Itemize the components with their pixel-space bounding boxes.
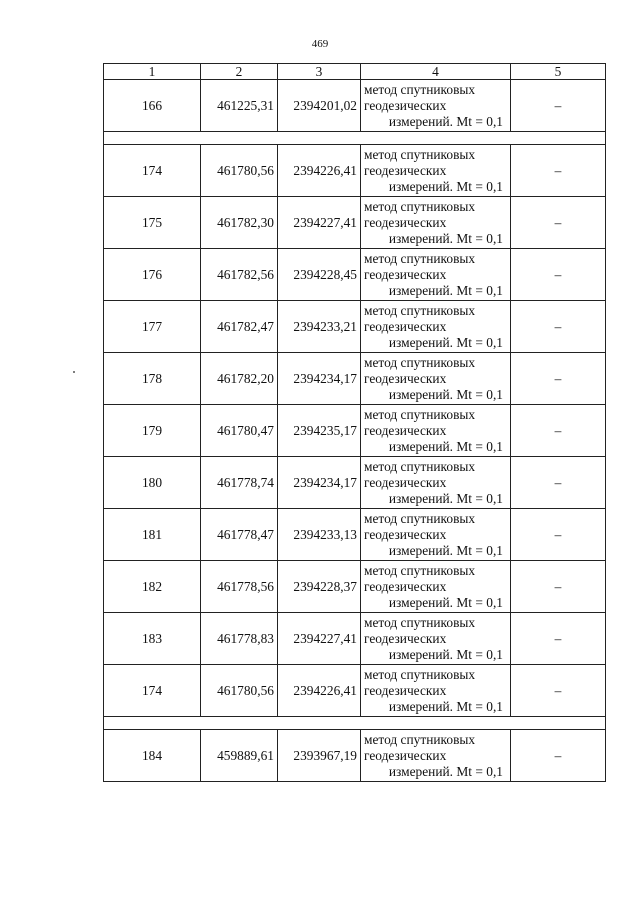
x-coordinate-cell: 461778,83 [201, 613, 278, 665]
x-coordinate-cell: 461782,20 [201, 353, 278, 405]
point-number-cell: 174 [104, 145, 201, 197]
method-text-line: измерений. Mt = 0,1 [388, 698, 503, 714]
y-coordinate-cell: 2394233,13 [278, 509, 361, 561]
section-separator-row [104, 717, 606, 730]
method-text-line: геодезических [364, 578, 447, 594]
method-text-line: метод спутниковых [364, 510, 476, 526]
method-text-line: геодезических [364, 214, 447, 230]
method-text-line: измерений. Mt = 0,1 [388, 646, 503, 662]
x-coordinate-cell: 461780,47 [201, 405, 278, 457]
y-coordinate-cell: 2394234,17 [278, 353, 361, 405]
y-coordinate-cell: 2393967,19 [278, 730, 361, 782]
x-coordinate-cell: 461780,56 [201, 665, 278, 717]
section-separator-cell [104, 132, 606, 145]
point-number-cell: 174 [104, 665, 201, 717]
method-text-line: измерений. Mt = 0,1 [388, 490, 503, 506]
y-coordinate-cell: 2394235,17 [278, 405, 361, 457]
y-coordinate-cell: 2394228,37 [278, 561, 361, 613]
point-number-cell: 177 [104, 301, 201, 353]
y-coordinate-cell: 2394234,17 [278, 457, 361, 509]
note-cell: – [511, 353, 606, 405]
point-number-cell: 182 [104, 561, 201, 613]
table-row [104, 353, 606, 405]
method-cell [361, 145, 511, 197]
method-cell [361, 405, 511, 457]
method-text-line: метод спутниковых [364, 354, 476, 370]
table-row [104, 145, 606, 197]
table-row [104, 457, 606, 509]
method-cell [361, 353, 511, 405]
method-text-line: геодезических [364, 370, 447, 386]
point-number-cell: 183 [104, 613, 201, 665]
y-coordinate-cell: 2394201,02 [278, 80, 361, 132]
header-cell-2: 2 [201, 64, 278, 80]
method-text-line: измерений. Mt = 0,1 [388, 334, 503, 350]
scan-speck [73, 371, 75, 373]
method-text-line: измерений. Mt = 0,1 [388, 438, 503, 454]
note-cell: – [511, 509, 606, 561]
x-coordinate-cell: 459889,61 [201, 730, 278, 782]
method-text-line: геодезических [364, 747, 447, 763]
note-cell: – [511, 730, 606, 782]
header-cell-3: 3 [278, 64, 361, 80]
point-number-cell: 176 [104, 249, 201, 301]
table-row [104, 665, 606, 717]
method-text-line: измерений. Mt = 0,1 [388, 763, 503, 779]
method-text-line: измерений. Mt = 0,1 [388, 542, 503, 558]
method-cell [361, 665, 511, 717]
note-cell: – [511, 613, 606, 665]
method-text-line: метод спутниковых [364, 406, 476, 422]
x-coordinate-cell: 461780,56 [201, 145, 278, 197]
section-separator-cell [104, 717, 606, 730]
table-row [104, 613, 606, 665]
x-coordinate-cell: 461782,30 [201, 197, 278, 249]
table-row [104, 561, 606, 613]
y-coordinate-cell: 2394227,41 [278, 197, 361, 249]
point-number-cell: 175 [104, 197, 201, 249]
method-cell [361, 301, 511, 353]
note-cell: – [511, 145, 606, 197]
table-row [104, 301, 606, 353]
x-coordinate-cell: 461778,56 [201, 561, 278, 613]
table-row [104, 405, 606, 457]
table-row [104, 249, 606, 301]
method-text-line: геодезических [364, 682, 447, 698]
coordinates-table-body [104, 64, 606, 782]
page-number: 469 [311, 38, 329, 50]
method-text-line: метод спутниковых [364, 198, 476, 214]
method-text-line: измерений. Mt = 0,1 [388, 113, 503, 129]
method-text-line: измерений. Mt = 0,1 [388, 594, 503, 610]
method-text-line: метод спутниковых [364, 250, 476, 266]
note-cell: – [511, 197, 606, 249]
x-coordinate-cell: 461225,31 [201, 80, 278, 132]
note-cell: – [511, 665, 606, 717]
note-cell: – [511, 249, 606, 301]
section-separator-row [104, 132, 606, 145]
method-text-line: метод спутниковых [364, 614, 476, 630]
point-number-cell: 181 [104, 509, 201, 561]
coordinates-table [103, 63, 606, 782]
note-cell: – [511, 405, 606, 457]
y-coordinate-cell: 2394227,41 [278, 613, 361, 665]
method-text-line: метод спутниковых [364, 562, 476, 578]
method-text-line: геодезических [364, 97, 447, 113]
method-text-line: измерений. Mt = 0,1 [388, 282, 503, 298]
point-number-cell: 178 [104, 353, 201, 405]
y-coordinate-cell: 2394228,45 [278, 249, 361, 301]
table-header-row [104, 64, 606, 80]
header-cell-5: 5 [511, 64, 606, 80]
method-text-line: измерений. Mt = 0,1 [388, 230, 503, 246]
method-text-line: геодезических [364, 474, 447, 490]
table-row [104, 509, 606, 561]
note-cell: – [511, 561, 606, 613]
method-cell [361, 457, 511, 509]
point-number-cell: 180 [104, 457, 201, 509]
method-text-line: метод спутниковых [364, 458, 476, 474]
method-text-line: метод спутниковых [364, 146, 476, 162]
note-cell: – [511, 457, 606, 509]
method-text-line: метод спутниковых [364, 81, 476, 97]
point-number-cell: 166 [104, 80, 201, 132]
table-row [104, 730, 606, 782]
method-text-line: измерений. Mt = 0,1 [388, 178, 503, 194]
method-text-line: измерений. Mt = 0,1 [388, 386, 503, 402]
method-cell [361, 80, 511, 132]
x-coordinate-cell: 461782,56 [201, 249, 278, 301]
method-cell [361, 730, 511, 782]
point-number-cell: 179 [104, 405, 201, 457]
table-row [104, 80, 606, 132]
method-text-line: геодезических [364, 630, 447, 646]
header-cell-1: 1 [104, 64, 201, 80]
method-text-line: геодезических [364, 318, 447, 334]
y-coordinate-cell: 2394233,21 [278, 301, 361, 353]
x-coordinate-cell: 461778,74 [201, 457, 278, 509]
y-coordinate-cell: 2394226,41 [278, 145, 361, 197]
method-cell [361, 197, 511, 249]
method-text-line: метод спутниковых [364, 731, 476, 747]
note-cell: – [511, 301, 606, 353]
method-cell [361, 613, 511, 665]
point-number-cell: 184 [104, 730, 201, 782]
method-cell [361, 249, 511, 301]
method-text-line: метод спутниковых [364, 666, 476, 682]
x-coordinate-cell: 461778,47 [201, 509, 278, 561]
method-text-line: геодезических [364, 266, 447, 282]
y-coordinate-cell: 2394226,41 [278, 665, 361, 717]
method-cell [361, 509, 511, 561]
note-cell: – [511, 80, 606, 132]
method-text-line: метод спутниковых [364, 302, 476, 318]
header-cell-4: 4 [361, 64, 511, 80]
method-text-line: геодезических [364, 526, 447, 542]
method-text-line: геодезических [364, 422, 447, 438]
x-coordinate-cell: 461782,47 [201, 301, 278, 353]
method-text-line: геодезических [364, 162, 447, 178]
table-row [104, 197, 606, 249]
method-cell [361, 561, 511, 613]
